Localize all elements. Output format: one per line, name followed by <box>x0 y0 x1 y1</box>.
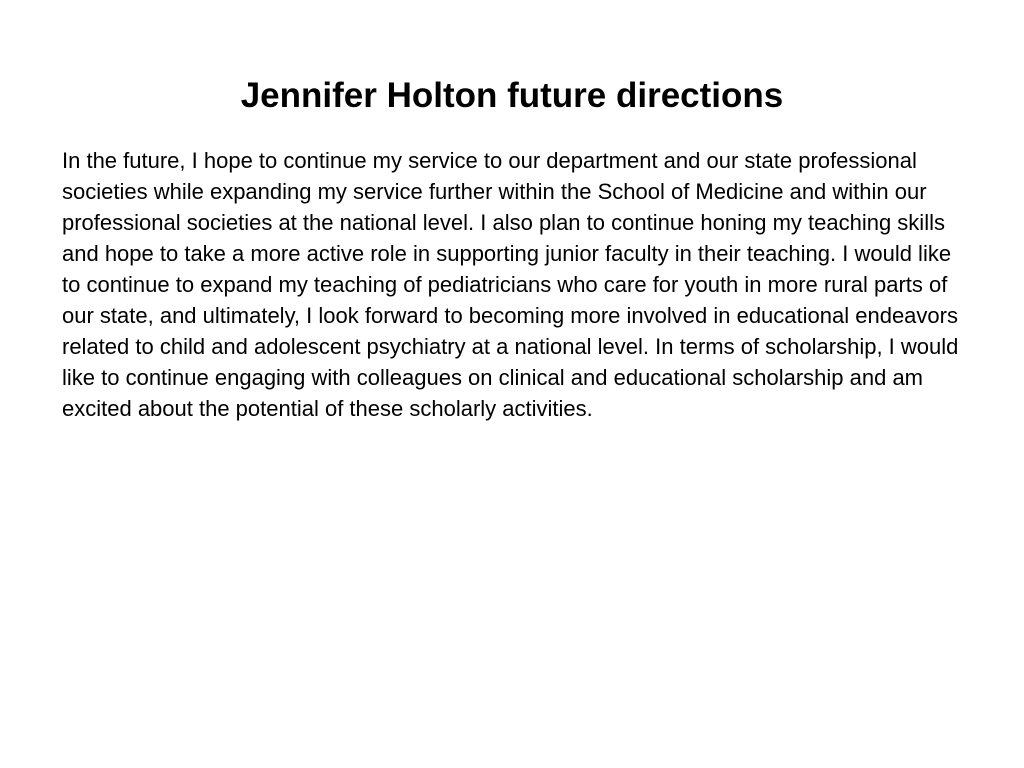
slide-body-text: In the future, I hope to continue my service to our department and our state professional societies while expanding my service further within the School of Medicine and within our professional societies at the national level. I also plan to continue honing my teaching skills and hope to take a more active role in supporting junior faculty in their teaching. I would like to continue to expand my teaching of pediatricians who care for youth in more rural parts of our state, and ultimately, I look forward to becoming more involved in educational endeavors related to child and adolescent psychiatry at a national level. In terms of scholarship, I would like to continue engaging with colleagues on clinical and educational scholarship and am excited about the potential of these scholarly activities. <box>62 148 959 421</box>
slide-title: Jennifer Holton future directions <box>240 76 784 115</box>
